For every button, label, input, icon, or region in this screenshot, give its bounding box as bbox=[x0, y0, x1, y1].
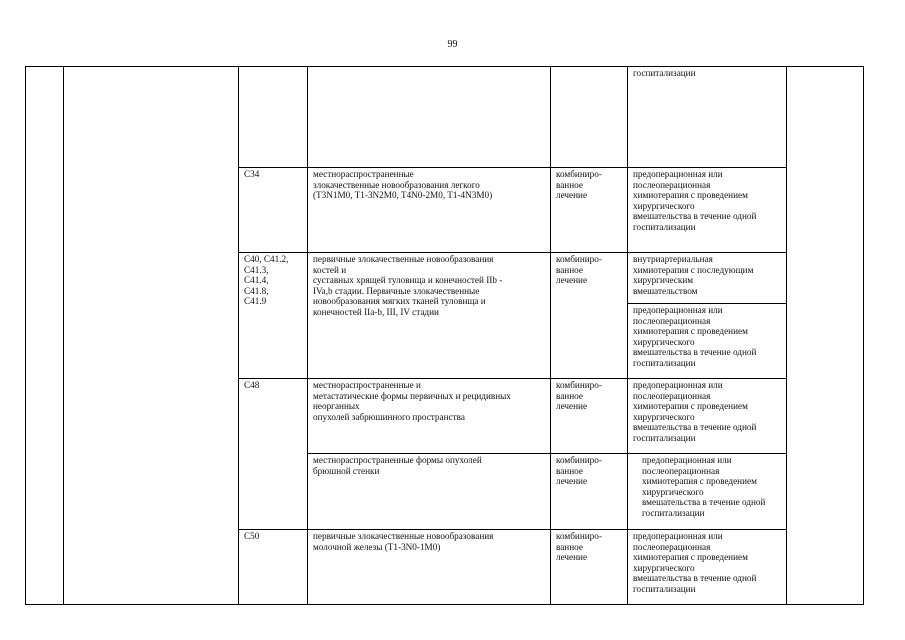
cell-profile-column bbox=[64, 67, 239, 605]
cell-model: местнораспространенные злокачественные новообразования легкого (T3N1M0, T1-3N2M0, T4N0-2M0, T1-4N3M0) bbox=[308, 168, 551, 253]
cell-code: C48 bbox=[239, 379, 308, 530]
cell-treatment bbox=[551, 67, 628, 168]
cell-model: местнораспространенные формы опухолей брюшной стенки bbox=[308, 454, 551, 530]
cell-model: местнораспространенные и метастатические формы первичных и рецидивных неорганных опухолей забрюшинного пространства bbox=[308, 379, 551, 454]
cell-model bbox=[308, 67, 551, 168]
cell-code: C34 bbox=[239, 168, 308, 253]
cell-code: C40, C41.2, C41.3, C41.4, C41.8, C41.9 bbox=[239, 253, 308, 379]
cell-model: первичные злокачественные новообразования молочной железы (T1-3N0-1M0) bbox=[308, 530, 551, 605]
cell-method: предоперационная или послеоперационная химиотерапия с проведением хирургического вмешательства в течение одной госпитализации bbox=[628, 304, 787, 379]
table-row bbox=[26, 67, 864, 168]
cell-code: C50 bbox=[239, 530, 308, 605]
cell-treatment: комбиниро- ванное лечение bbox=[551, 253, 628, 379]
cell-method: предоперационная или послеоперационная химиотерапия с проведением хирургического вмешательства в течение одной госпитализации bbox=[628, 168, 787, 253]
cell-code bbox=[239, 67, 308, 168]
page-number: 99 bbox=[447, 39, 458, 50]
cell-method: госпитализации bbox=[628, 67, 787, 168]
cell-treatment: комбиниро- ванное лечение bbox=[551, 530, 628, 605]
cell-treatment: комбиниро- ванное лечение bbox=[551, 168, 628, 253]
cell-treatment: комбиниро- ванное лечение bbox=[551, 379, 628, 454]
cell-model: первичные злокачественные новообразования костей и суставных хрящей туловища и конечностей IIb - IVa,b стадии. Первичные злокачественные новообразования мягких тканей туловища и конечностей IIa-b, III, IV стадии bbox=[308, 253, 551, 379]
cell-method: предоперационная или послеоперационная химиотерапия с проведением хирургического вмешательства в течение одной госпитализации bbox=[628, 454, 787, 530]
cell-treatment: комбиниро- ванное лечение bbox=[551, 454, 628, 530]
cell-number-column bbox=[26, 67, 64, 605]
cell-method: внутриартериальная химиотерапия с последующим хирургическим вмешательством bbox=[628, 253, 787, 304]
cell-method: предоперационная или послеоперационная химиотерапия с проведением хирургического вмешательства в течение одной госпитализации bbox=[628, 379, 787, 454]
medical-care-table bbox=[25, 66, 864, 605]
cell-cost-column bbox=[787, 67, 864, 605]
cell-method: предоперационная или послеоперационная химиотерапия с проведением хирургического вмешательства в течение одной госпитализации bbox=[628, 530, 787, 605]
